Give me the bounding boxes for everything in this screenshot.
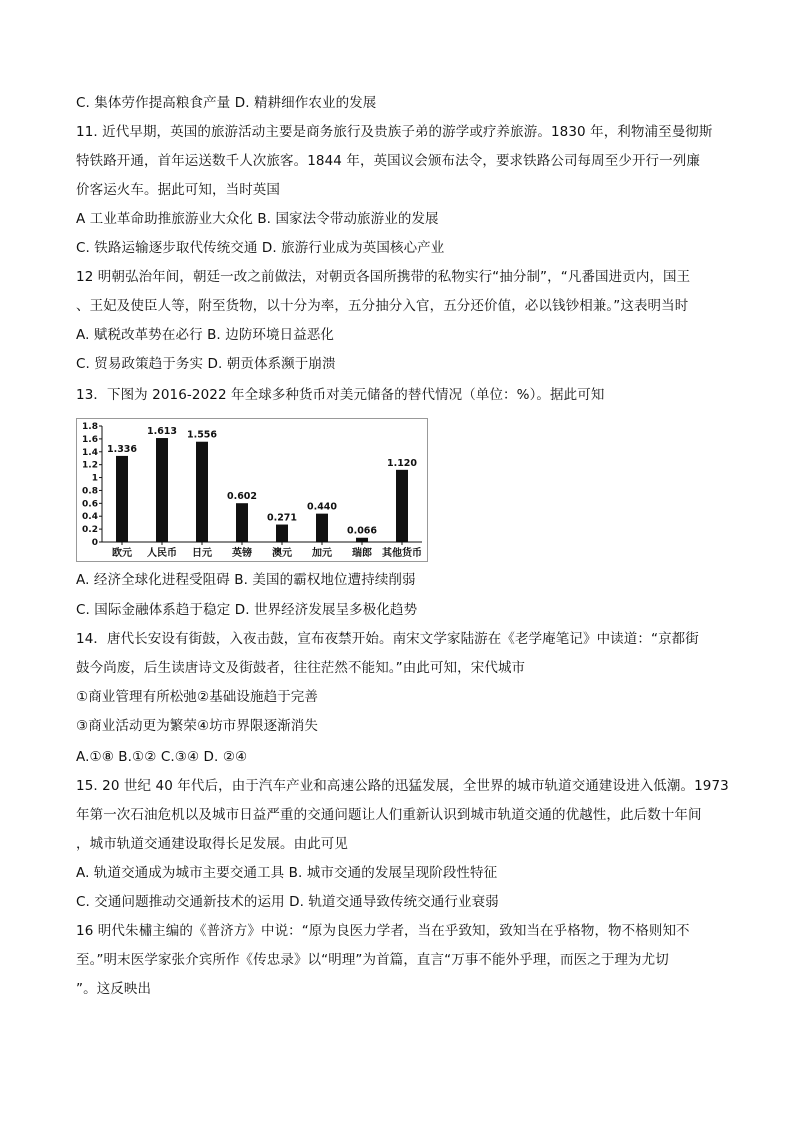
category-label: 日元	[192, 548, 212, 559]
currency-bar-chart	[76, 418, 428, 562]
bar	[116, 456, 128, 542]
y-tick-label: 1	[91, 473, 98, 484]
question-11-stem: 特铁路开通，首年运送数千人次旅客。1844 年，英国议会颁布法令，要求铁路公司每周至少开行一列廉	[76, 153, 700, 169]
question-13-options: C. 国际金融体系趋于稳定 D. 世界经济发展呈多极化趋势	[76, 602, 418, 618]
bar	[156, 438, 168, 542]
question-16-stem: 16 明代朱橚主编的《普济方》中说：“原为良医力学者，当在乎致知，致知当在乎格物，物不格则知不	[76, 923, 690, 939]
question-13-options: A. 经济全球化进程受阻碍 B. 美国的霸权地位遭持续削弱	[76, 572, 416, 588]
bar	[316, 514, 328, 542]
question-11-options: C. 铁路运输逐步取代传统交通 D. 旅游行业成为英国核心产业	[76, 240, 445, 256]
question-12-stem: 12 明朝弘治年间，朝廷一改之前做法，对朝贡各国所携带的私物实行“抽分制”，“凡番国进贡内，国王	[76, 269, 691, 285]
question-16-stem: 至。”明末医学家张介宾所作《传忠录》以“明理”为首篇，直言“万事不能外乎理，而医之于理为尤切	[76, 952, 669, 968]
question-15-stem: 年第一次石油危机以及城市日益严重的交通问题让人们重新认识到城市轨道交通的优越性，此后数十年间	[76, 807, 702, 823]
question-14-statements: ③商业活动更为繁荣④坊市界限逐渐消失	[76, 718, 319, 734]
question-14-stem: 鼓今尚废，后生读唐诗文及街鼓者，往往茫然不能知。”由此可知，宋代城市	[76, 660, 526, 676]
question-11-stem: 11. 近代早期，英国的旅游活动主要是商务旅行及贵族子弟的游学或疗养旅游。1830 年，利物浦至曼彻斯	[76, 124, 713, 140]
option-line: C. 集体劳作提高粮食产量 D. 精耕细作农业的发展	[76, 95, 377, 111]
bar-value-label: 0.440	[306, 501, 338, 513]
bar	[276, 525, 288, 542]
question-12-stem: 、王妃及使臣人等，附至货物，以十分为率，五分抽分入官，五分还价值，必以钱钞相兼。”这表明当时	[76, 298, 689, 314]
bar-value-label: 1.120	[386, 457, 418, 469]
question-15-options: C. 交通问题推动交通新技术的运用 D. 轨道交通导致传统交通行业衰弱	[76, 894, 499, 910]
bar-value-label: 0.602	[226, 491, 258, 503]
question-15-stem: 15. 20 世纪 40 年代后，由于汽车产业和高速公路的迅猛发展，全世界的城市轨道交通建设进入低潮。1973	[76, 778, 729, 794]
category-label: 瑞郎	[352, 548, 372, 559]
bar-value-label: 0.271	[266, 512, 298, 524]
chart-frame	[77, 419, 428, 562]
question-16-stem: ”。这反映出	[76, 981, 152, 997]
category-label: 人民币	[147, 548, 177, 559]
y-tick-label: 0.4	[82, 512, 98, 523]
y-tick-label: 1.4	[82, 447, 98, 458]
bar	[236, 503, 248, 542]
bar	[356, 538, 368, 542]
question-13-stem: 13．下图为 2016-2022 年全球多种货币对美元储备的替代情况（单位：%）。据此可知	[76, 387, 605, 403]
question-11-options: A 工业革命助推旅游业大众化 B. 国家法令带动旅游业的发展	[76, 211, 439, 227]
y-tick-label: 0.2	[82, 525, 98, 536]
question-12-options: A. 赋税改革势在必行 B. 边防环境日益恶化	[76, 327, 335, 343]
y-tick-label: 0.6	[82, 499, 98, 510]
bar-value-label: 1.613	[146, 426, 178, 438]
category-label: 英镑	[232, 548, 252, 559]
question-11-stem: 价客运火车。据此可知，当时英国	[76, 182, 280, 198]
currency-chart	[76, 418, 428, 562]
question-15-stem: ，城市轨道交通建设取得长足发展。由此可见	[76, 836, 348, 852]
y-tick-label: 0	[91, 538, 98, 548]
question-14-statements: ①商业管理有所松弛②基础设施趋于完善	[76, 689, 319, 705]
category-label: 欧元	[112, 548, 132, 559]
bar	[196, 442, 208, 542]
bar	[396, 470, 408, 542]
bar-value-label: 1.556	[186, 429, 218, 441]
category-label: 澳元	[272, 548, 292, 559]
category-label: 其他货币	[382, 548, 422, 559]
question-12-options: C. 贸易政策趋于务实 D. 朝贡体系濒于崩溃	[76, 356, 336, 372]
y-tick-label: 1.6	[82, 434, 98, 445]
category-label: 加元	[312, 548, 332, 559]
bar-value-label: 1.336	[106, 443, 138, 455]
y-tick-label: 1.2	[82, 460, 98, 471]
y-tick-label: 0.8	[82, 486, 98, 497]
y-tick-label: 1.8	[82, 422, 98, 432]
question-14-stem: 14．唐代长安设有街鼓，入夜击鼓，宣布夜禁开始。南宋文学家陆游在《老学庵笔记》中读道：“京都街	[76, 631, 699, 647]
question-14-options: A.①⑧ B.①② C.③④ D. ②④	[76, 749, 248, 765]
bar-value-label: 0.066	[346, 525, 378, 537]
question-15-options: A. 轨道交通成为城市主要交通工具 B. 城市交通的发展呈现阶段性特征	[76, 865, 498, 881]
